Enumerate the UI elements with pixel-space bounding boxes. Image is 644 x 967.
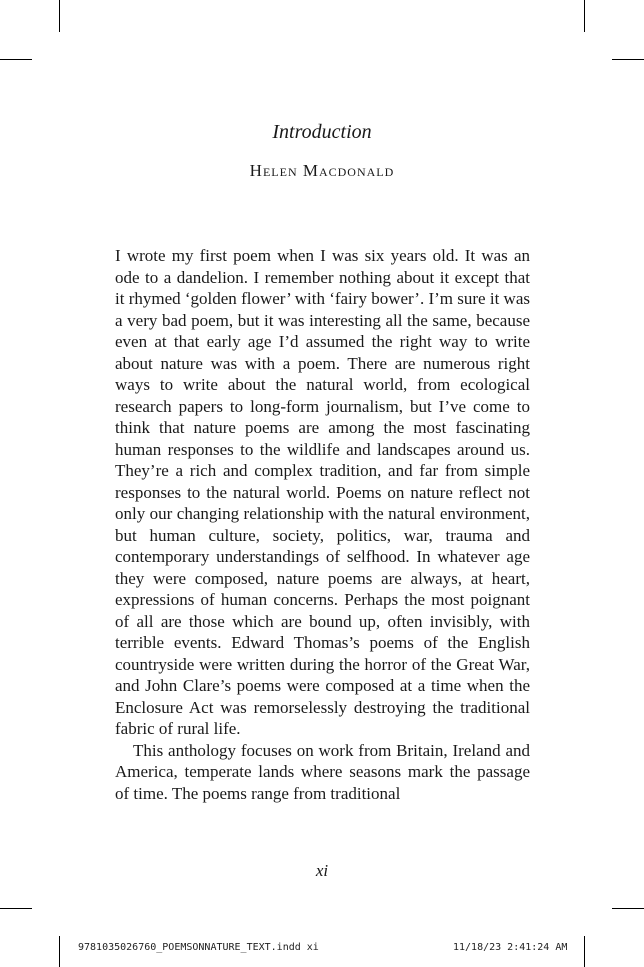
slug-timestamp: 11/18/23 2:41:24 AM: [453, 942, 568, 953]
crop-mark-top-left: [59, 0, 60, 32]
crop-mark-left-bottom: [0, 908, 32, 909]
crop-mark-top-right: [584, 0, 585, 32]
crop-mark-right-bottom: [612, 908, 644, 909]
crop-mark-right-top: [612, 59, 644, 60]
page-number: xi: [315, 861, 329, 880]
paragraph: This anthology focuses on work from Britain, Ireland and America, temperate lands where seasons mark the passage of time. The poems range from traditional: [115, 740, 530, 803]
paragraph: I wrote my first poem when I was six years old. It was an ode to a dandelion. I remember nothing about it except that it rhymed ‘golden flower’ with ‘fairy bower’. I’m sure it was a very bad poem, but it was interesting all the same, because even at that early age I’d assumed the right way to write about nature was with a poem. There are numerous right ways to write about the natural world, from ecological research papers to long-form journalism, but I’ve come to think that nature poems are among the most fascinating human responses to the wildlife and landscapes around us. They’re a rich and complex tradition, and far from simple responses to the natural world. Poems on nature reflect not only our changing relationship with the natural environment, but human culture, society, politics, war, trauma and contemporary understandings of selfhood. In whatever age they were composed, nature poems are always, at heart, expressions of human concerns. Perhaps the most poignant of all are those which are bound up, often invisibly, with terrible events. Edward Thomas’s poems of the English countryside were written during the horror of the Great War, and John Clare’s poems were composed at a time when the Enclosure Act was remorselessly destroying the traditional fabric of rural life.: [115, 246, 530, 738]
slug-filename: 9781035026760_POEMSONNATURE_TEXT.indd xi: [78, 942, 319, 953]
crop-mark-left-top: [0, 59, 32, 60]
chapter-title: Introduction: [272, 121, 372, 143]
crop-mark-bottom-left: [59, 936, 60, 967]
body-text: [115, 245, 530, 804]
chapter-author: Helen Macdonald: [249, 161, 395, 180]
crop-mark-bottom-right: [584, 936, 585, 967]
